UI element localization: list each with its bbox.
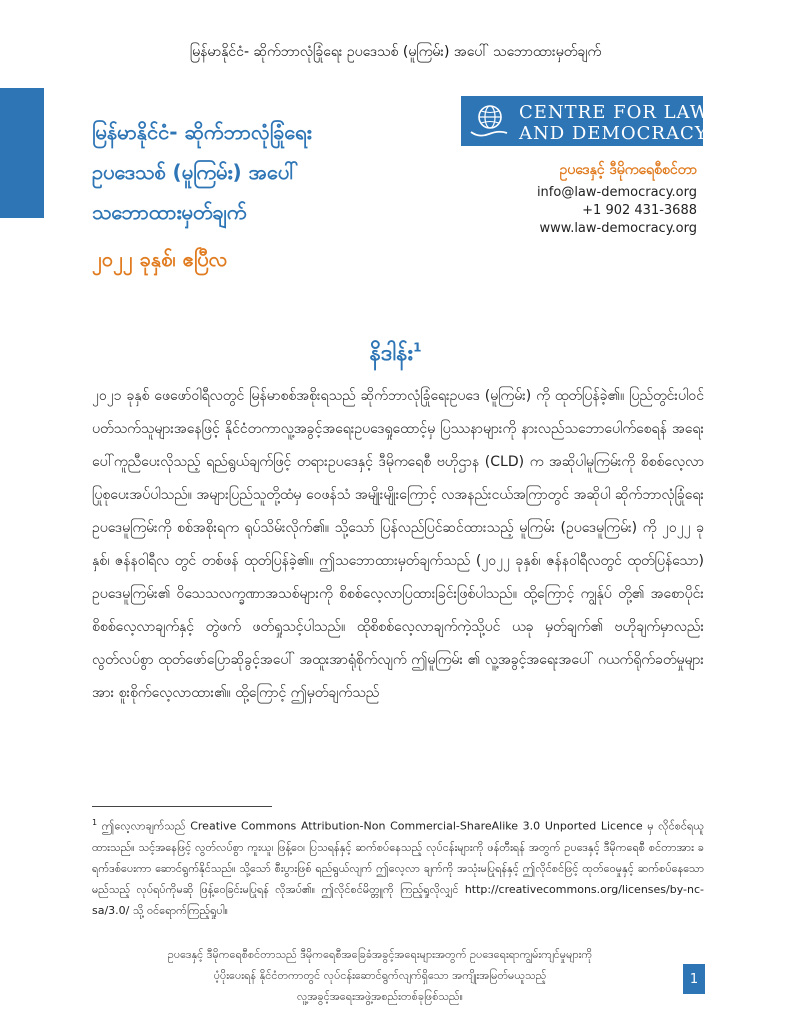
body-paragraph: ၂၀၂၁ ခုနှစ် ဖေဖော်ဝါရီလတွင် မြန်မာစစ်အစိုးရသည် ဆိုက်ဘာလုံခြုံရေးဥပဒေ (မူကြမ်း) ကို ထုတ်ပြန်ခဲ့၏။ ပြည်တွင်းပါဝင်ပတ်သက်သူများအနေဖြင့် နိုင်ငံတကာလူ့အခွင့်အရေးဥပဒေရှုထောင့်မှ ပြဿနာများကို နားလည်သဘောပေါက်စေရန် အရေးပေါ်ကူညီပေးလိုသည့် ရည်ရွယ်ချက်ဖြင့် တရားဥပဒေနှင့် ဒီမိုကရေစီ ဗဟိုဌာန (CLD) က အဆိုပါမူကြမ်းကို စိစစ်လေ့လာ ပြုစုပေးအပ်ပါသည်။ အများပြည်သူတို့ထံမှ ဝေဖန်သံ အမျိုးမျိုးကြောင့် လအနည်းငယ်အကြာတွင် အဆိုပါ ဆိုက်ဘာလုံခြုံရေးဥပဒေမူကြမ်းကို စစ်အစိုးရက ရုပ်သိမ်းလိုက်၏။ သို့သော် ပြန်လည်ပြင်ဆင်ထားသည့် မူကြမ်း (ဥပဒေမူကြမ်း) ကို ၂၀၂၂ ခုနှစ်၊ ဇန်နဝါရီလ တွင် တစ်ဖန် ထုတ်ပြန်ခဲ့၏။ ဤသဘောထားမှတ်ချက်သည် (၂၀၂၂ ခုနှစ်၊ ဇန်နဝါရီလတွင် ထုတ်ပြန်သော) ဥပဒေမူကြမ်း၏ ဝိသေသလက္ခဏာအသစ်များကို စိစစ်လေ့လာပြထားခြင်းဖြစ်ပါသည်။ ထို့ကြောင့် ကျွန်ုပ် တို့၏ အစောပိုင်း စိစစ်လေ့လာချက်နှင့် တွဲဖက် ဖတ်ရှုသင့်ပါသည်။ ထိုစိစစ်လေ့လာချက်ကဲ့သို့ပင် ယခု မှတ်ချက်၏ ဗဟိုချက်မှာလည်း လွတ်လပ်စွာ ထုတ်ဖော်ပြောဆိုခွင့်အပေါ် အထူးအာရုံစိုက်လျက် ဤမူကြမ်း ၏ လူ့အခွင့်အရေးအပေါ် ဂယက်ရိုက်ခတ်မှုများအား စူးစိုက်လေ့လာထား၏။ ထို့ကြောင့် ဤမှတ်ချက်သည် <box>92 388 704 701</box>
footnote <box>92 812 704 921</box>
section-heading <box>0 338 791 371</box>
cld-logo <box>461 96 710 146</box>
logo-text-line-1: CENTRE FOR LAW <box>519 102 710 123</box>
footnote-marker: 1 <box>92 818 98 827</box>
globe-hands-icon <box>469 102 509 140</box>
footer-line-2: ပံ့ပိုးပေးရန် နိုင်ငံတကာတွင် လုပ်ငန်းဆောင်ရွက်လျက်ရှိသော အကျိုးအမြတ်မယူသည့် <box>213 969 547 982</box>
footnote-reference: 1 <box>413 340 422 355</box>
running-header: မြန်မာနိုင်ငံ- ဆိုက်ဘာလုံခြုံရေး ဥပဒေသစ် (မူကြမ်း) အပေါ် သဘောထားမှတ်ချက် <box>189 44 602 60</box>
body-text <box>92 380 704 710</box>
contact-phone: +1 902 431-3688 <box>582 203 697 218</box>
section-heading-text: နိဒါန်း <box>369 341 414 366</box>
title-line-2: ဥပဒေသစ် (မူကြမ်း) အပေါ် <box>92 160 299 184</box>
page-footer <box>100 944 660 1007</box>
contact-email: info@law-democracy.org <box>536 185 697 200</box>
title-line-1: မြန်မာနိုင်ငံ- ဆိုက်ဘာလုံခြုံရေး <box>92 120 312 144</box>
footer-line-1: ဥပဒေနှင့် ဒီမိုကရေစီစင်တာသည် ဒီမိုကရေစီအခြေခံအခွင့်အရေးများအတွက် ဥပဒေရေးရာကျွမ်းကျင်မှုများကို <box>167 948 593 961</box>
document-date: ၂၀၂၂ ခုနှစ်၊ ဧပြီလ <box>92 247 228 271</box>
logo-text-line-2: AND DEMOCRACY <box>519 123 708 144</box>
footnote-divider <box>92 806 272 807</box>
footer-line-3: လူ့အခွင့်အရေးအဖွဲ့အစည်းတစ်ခုဖြစ်သည်။ <box>297 990 463 1003</box>
footnote-text: ဤလေ့လာချက်သည် Creative Commons Attribution-Non Commercial-ShareAlike 3.0 Unported Licence မှ လိုင်စင်ရယူထားသည်။ သင့်အနေဖြင့် လွတ်လပ်စွာ ကူးယူ၊ ဖြန့်ဝေ၊ ပြသရန်နှင့် ဆက်စပ်နေသည့် လုပ်ငန်းများကို ဖန်တီးရန် အတွက် ဥပဒေနှင့် ဒီမိုကရေစီ စင်တာအား ခရက်ဒစ်ပေးကာ ဆောင်ရွက်နိုင်သည်။ သို့သော် စီးပွားဖြစ် ရည်ရွယ်လျက် ဤလေ့လာ ချက်ကို အသုံးမပြုရန်နှင့် ဤလိုင်စင်ဖြင့် ထုတ်ဝေမှုနှင့် ဆက်စပ်နေသော မည်သည့် လုပ်ရပ်ကိုမဆို ဖြန့်ဝေခြင်းမပြုရန် လိုအပ်၏။ ဤလိုင်စင်မိတ္တူကို ကြည့်ရှုလိုလျှင် http://creativecommons.org/licenses/by-nc-sa/3.0/ သို့ ဝင်ရောက်ကြည့်ရှုပါ။ <box>92 819 705 917</box>
contact-website: www.law-democracy.org <box>539 221 697 236</box>
document-title <box>92 112 432 232</box>
title-line-3: သဘောထားမှတ်ချက် <box>92 200 247 224</box>
accent-side-bar <box>0 88 44 218</box>
page-number: 1 <box>683 964 705 994</box>
contact-block <box>537 184 697 238</box>
organization-name: ဥပဒေနှင့် ဒီမိုကရေစီစင်တာ <box>559 162 697 178</box>
